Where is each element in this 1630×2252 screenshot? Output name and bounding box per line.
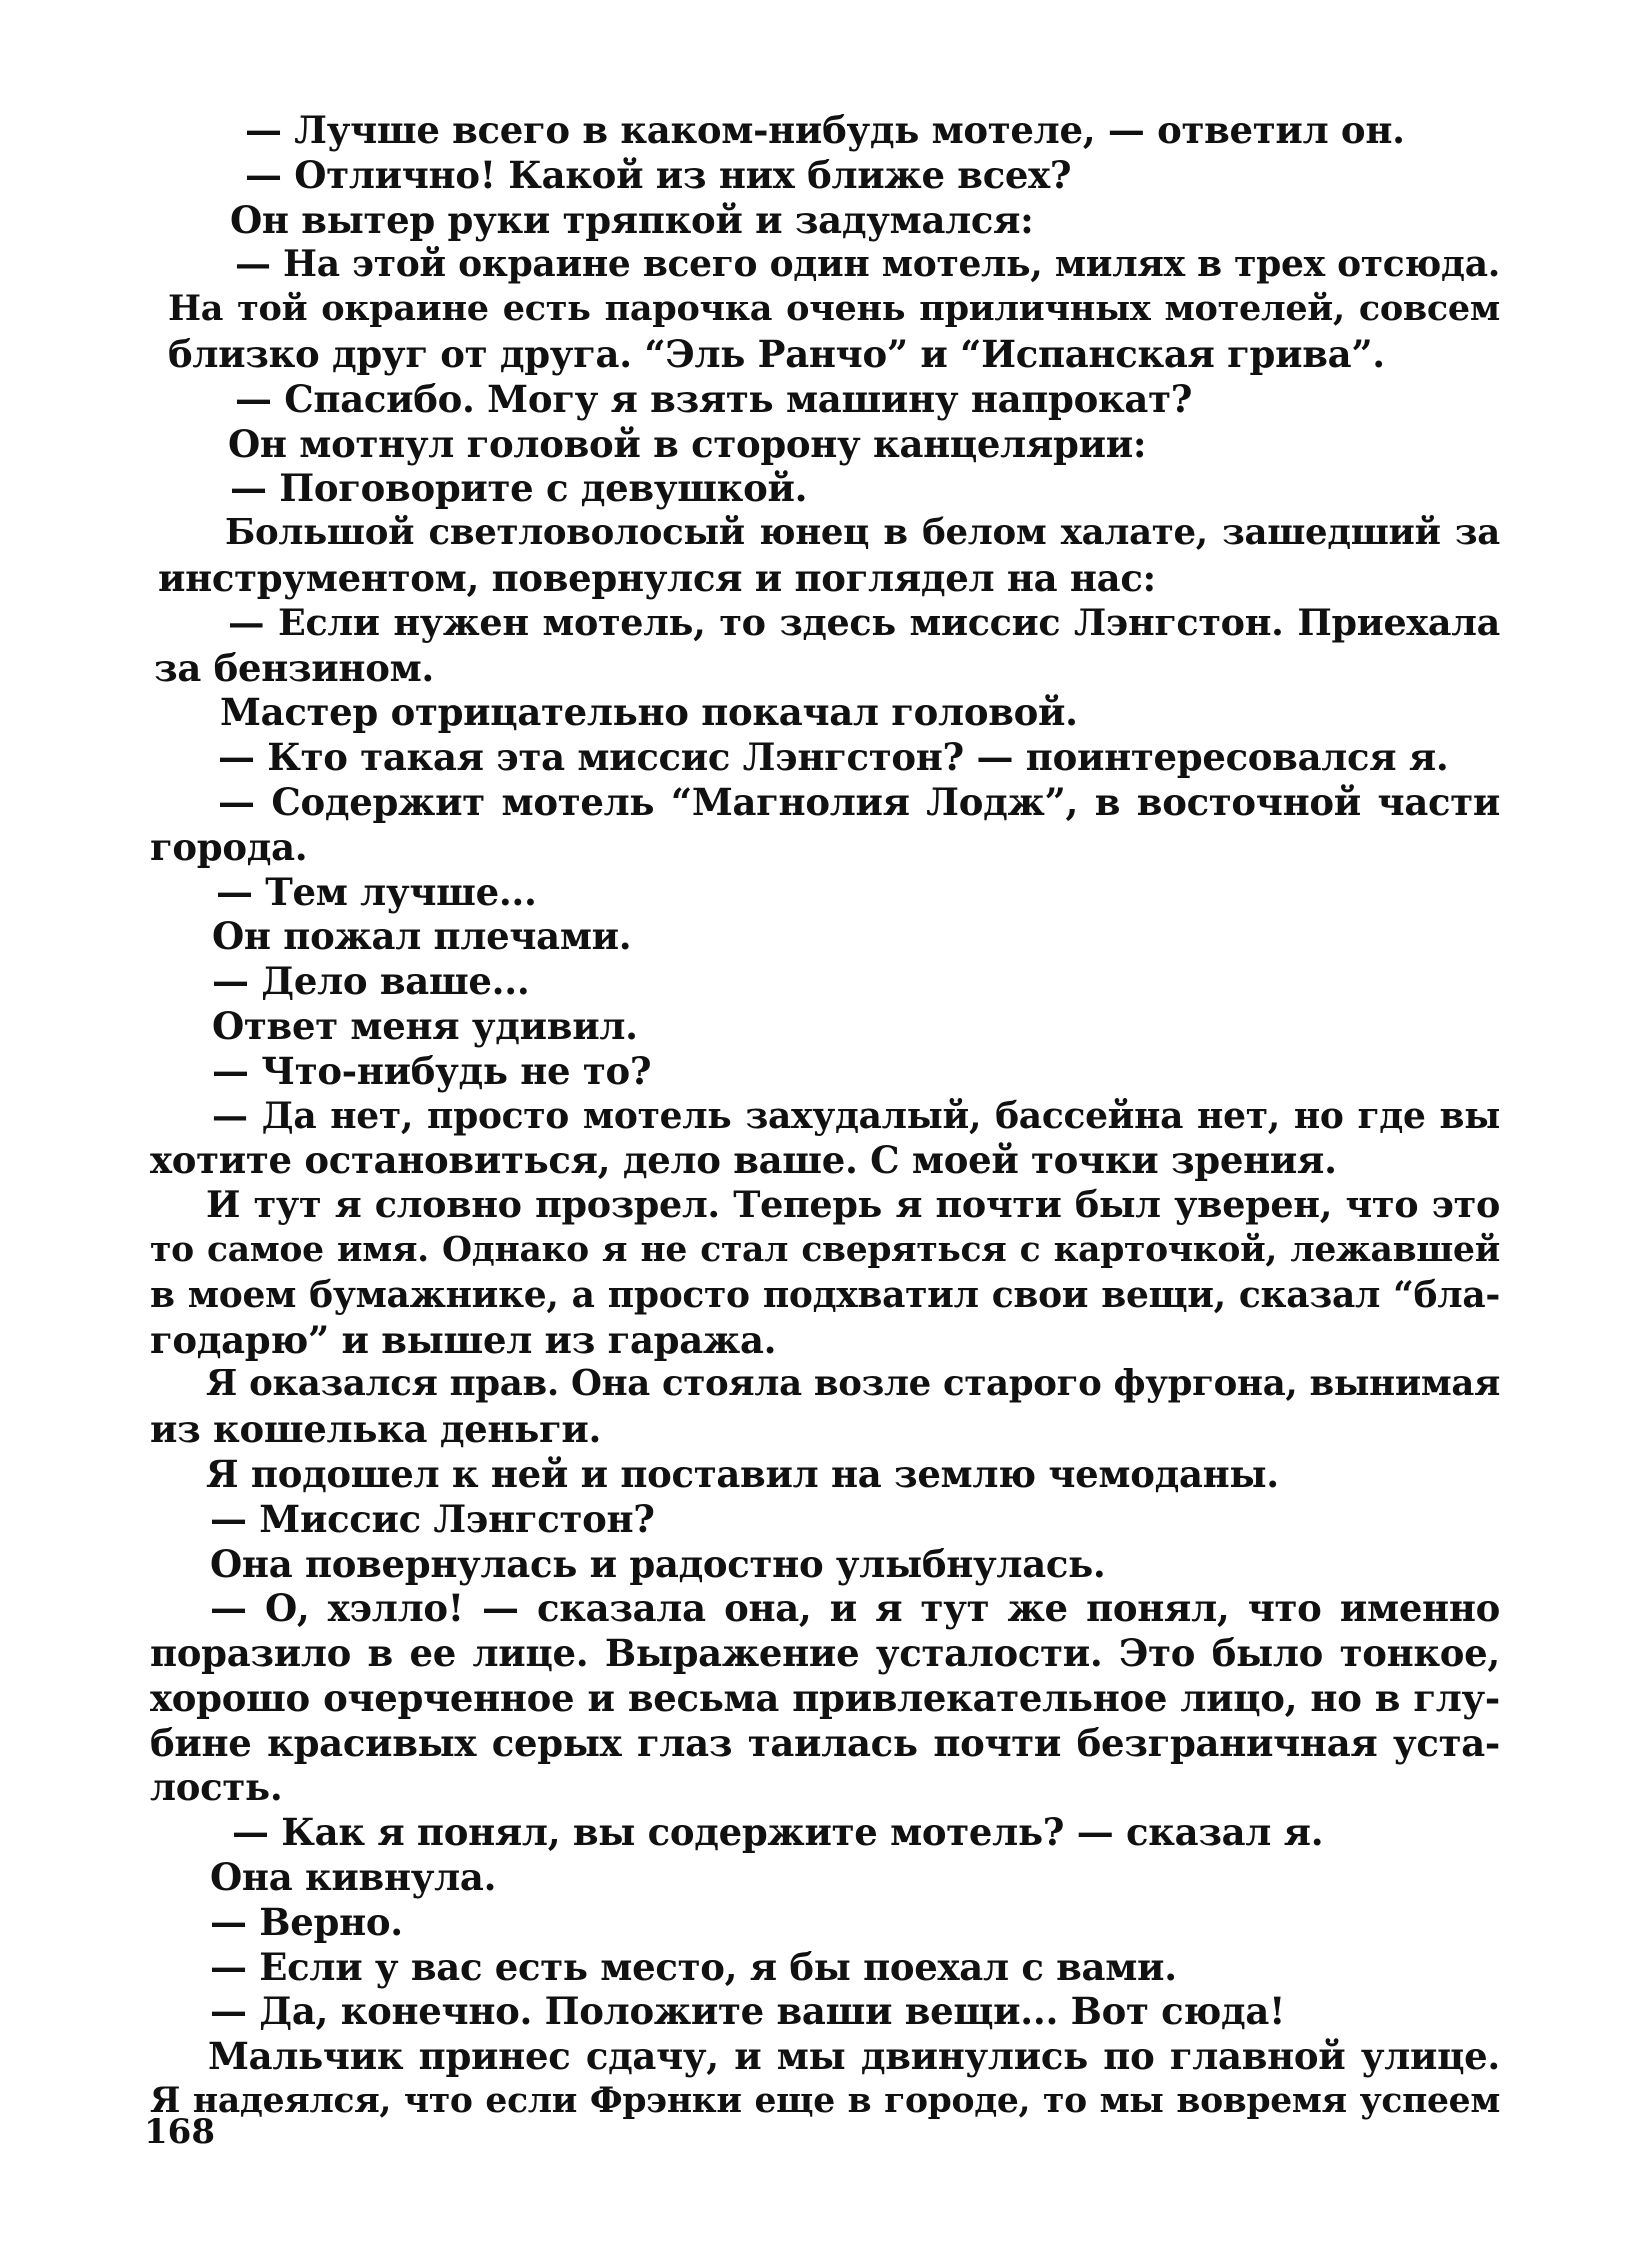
text-line: за бензином.: [154, 645, 435, 690]
text-line: города.: [150, 824, 308, 869]
text-line: Я подошел к ней и поставил на землю чемоданы.: [206, 1451, 1279, 1496]
text-line: инструментом, повернулся и поглядел на нас:: [158, 555, 1156, 600]
text-line: — О, хэлло! — сказала она, и я тут же понял, что именно: [210, 1586, 1500, 1631]
page-number: 168: [144, 2112, 215, 2152]
text-line: — Отлично! Какой из них ближе всех?: [245, 152, 1072, 197]
text-line: Ответ меня удивил.: [212, 1003, 638, 1048]
text-line: — На этой окраине всего один мотель, милях в трех отсюда.: [235, 243, 1500, 286]
text-line: Большой светловолосый юнец в белом халате, зашедший за: [225, 512, 1500, 554]
text-line: — Если у вас есть место, я бы поехал с вами.: [210, 1944, 1177, 1989]
text-line: — Поговорите с девушкой.: [230, 466, 808, 511]
text-line: Он вытер руки тряпкой и задумался:: [230, 197, 1034, 242]
text-line: лость.: [150, 1765, 283, 1810]
text-line: Я надеялся, что если Фрэнки еще в городе, то мы вовремя успеем: [150, 2081, 1500, 2122]
text-line: — Если нужен мотель, то здесь миссис Лэнгстон. Приехала: [228, 600, 1500, 644]
text-line: — Тем лучше...: [216, 869, 537, 914]
text-line: Она кивнула.: [210, 1855, 497, 1900]
text-line: — Верно.: [210, 1899, 403, 1944]
text-line: то самое имя. Однако я не стал сверяться с карточкой, лежавшей: [150, 1229, 1500, 1270]
text-line: — Да, конечно. Положите ваши вещи... Вот сюда!: [210, 1989, 1286, 2034]
text-line: Я оказался прав. Она стояла возле старого фургона, вынимая: [206, 1363, 1501, 1405]
body-text: [150, 108, 1500, 2124]
text-line: хотите остановиться, дело ваше. С моей точки зрения.: [150, 1138, 1337, 1183]
text-line: хорошо очерченное и весьма привлекательное лицо, но в глу-: [150, 1675, 1500, 1720]
text-line: — Как я понял, вы содержите мотель? — сказал я.: [232, 1810, 1324, 1855]
text-line: — Что-нибудь не то?: [212, 1048, 652, 1093]
text-line: бине красивых серых глаз таилась почти безграничная уста-: [150, 1720, 1500, 1765]
text-line: Мальчик принес сдачу, и мы двинулись по главной улице.: [208, 2034, 1500, 2079]
text-line: поразило в ее лице. Выражение усталости. Это было тонкое,: [150, 1631, 1500, 1676]
text-line: — Спасибо. Могу я взять машину напрокат?: [235, 376, 1193, 421]
text-line: Мастер отрицательно покачал головой.: [220, 690, 1078, 735]
text-line: На той окраине есть парочка очень приличных мотелей, совсем: [168, 288, 1500, 330]
text-line: — Кто такая эта миссис Лэнгстон? — поинтересовался я.: [218, 735, 1449, 780]
text-line: — Лучше всего в каком-нибудь мотеле, — ответил он.: [245, 108, 1405, 152]
text-line: — Миссис Лэнгстон?: [210, 1496, 655, 1541]
text-line: Он мотнул головой в сторону канцелярии:: [228, 421, 1147, 466]
text-line: — Дело ваше...: [212, 959, 530, 1004]
text-line: в моем бумажнике, а просто подхватил свои вещи, сказал “бла-: [150, 1273, 1500, 1316]
text-line: Он пожал плечами.: [212, 914, 632, 959]
text-line: — Содержит мотель “Магнолия Лодж”, в восточной части: [218, 779, 1500, 824]
text-line: из кошелька деньги.: [150, 1407, 602, 1452]
text-line: близко друг от друга. “Эль Ранчо” и “Испанская грива”.: [168, 331, 1385, 376]
text-line: — Да нет, просто мотель захудалый, бассейна нет, но где вы: [212, 1094, 1500, 1137]
text-line: И тут я словно прозрел. Теперь я почти был уверен, что это: [206, 1183, 1500, 1227]
text-line: годарю” и вышел из гаража.: [150, 1317, 777, 1362]
text-line: Она повернулась и радостно улыбнулась.: [210, 1541, 1106, 1586]
